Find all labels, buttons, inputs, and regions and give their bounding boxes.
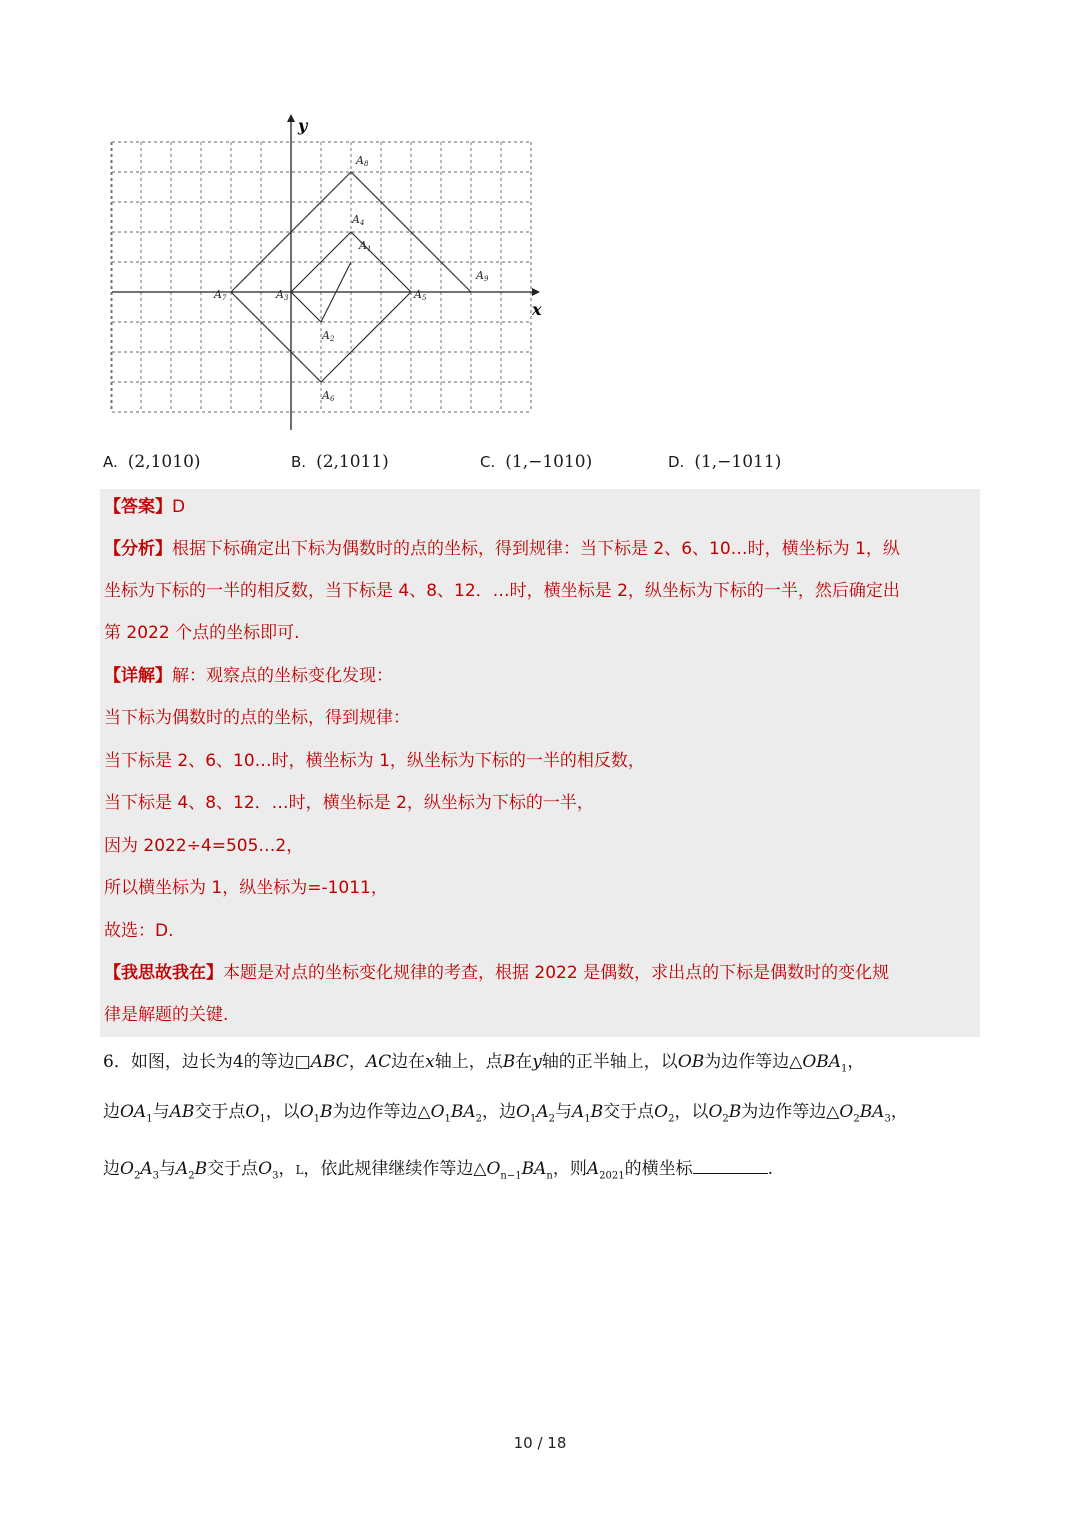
q6-sub: 2 bbox=[133, 1170, 141, 1182]
analysis-text: 根据下标确定出下标为偶数时的点的坐标，得到规律：当下标是 2、6、10…时，横坐标为 1，纵 bbox=[172, 539, 900, 559]
q6-text: 与 bbox=[158, 1159, 176, 1179]
q6-text: 的横坐标 bbox=[624, 1159, 693, 1179]
q6-text: ， bbox=[348, 1052, 366, 1072]
answer-blank bbox=[693, 1157, 768, 1174]
q6-text: 交于点 bbox=[194, 1102, 246, 1122]
q6-text: 为边作等边 bbox=[704, 1052, 790, 1072]
q6-text: 交于点 bbox=[603, 1102, 655, 1122]
choice-a-letter: A. bbox=[103, 453, 118, 471]
q6-math: B bbox=[320, 1102, 333, 1122]
detail-line: 所以横坐标为 1，纵坐标为=-1011， bbox=[104, 878, 388, 898]
q6-math: x bbox=[425, 1052, 435, 1072]
analysis-tag: 【分析】 bbox=[104, 539, 172, 559]
q6-math: O bbox=[516, 1102, 530, 1122]
q6-text: ， bbox=[890, 1102, 908, 1122]
choice-c-letter: C. bbox=[480, 453, 496, 471]
reflection-tag: 【我思故我在】 bbox=[104, 963, 223, 983]
analysis-line: 第 2022 个点的坐标即可. bbox=[104, 623, 300, 643]
point-label-a6: A6 bbox=[322, 389, 335, 403]
q6-glyph: □ bbox=[294, 1052, 311, 1072]
q6-text: 与 bbox=[555, 1102, 573, 1122]
q6-math: A bbox=[175, 1159, 189, 1179]
question-6-line-3 bbox=[103, 1154, 773, 1181]
point-label-a7: A7 bbox=[214, 288, 227, 302]
q6-math: A bbox=[536, 1102, 549, 1122]
q6-text: 交于点 bbox=[207, 1159, 259, 1179]
q6-math: B bbox=[194, 1159, 208, 1179]
q6-text: 轴上，点 bbox=[434, 1052, 503, 1072]
q6-sub: 2 bbox=[188, 1170, 195, 1182]
detail-line: 故选：D. bbox=[104, 921, 174, 941]
q6-math: AB bbox=[169, 1102, 195, 1122]
q6-text: ， bbox=[847, 1052, 865, 1072]
q6-sub: 3 bbox=[884, 1113, 891, 1125]
q6-math: O bbox=[430, 1102, 445, 1122]
q6-math: BA bbox=[450, 1102, 476, 1122]
q6-text: . bbox=[767, 1159, 773, 1179]
choice-a bbox=[103, 452, 201, 472]
point-label-a8: A8 bbox=[356, 154, 369, 168]
choice-b-value: (2,1011) bbox=[316, 452, 389, 472]
point-label-a3: A3 bbox=[276, 288, 289, 302]
detail-line: 当下标是 2、6、10…时，横坐标为 1，纵坐标为下标的一半的相反数， bbox=[104, 751, 645, 771]
analysis-line: 坐标为下标的一半的相反数，当下标是 4、8、12．…时，横坐标是 2，纵坐标为下标的一半，然后确定出 bbox=[104, 581, 900, 601]
q6-math: O bbox=[245, 1102, 260, 1122]
q6-text: 在 bbox=[515, 1052, 533, 1072]
q6-sub: 1 bbox=[313, 1113, 320, 1125]
q6-math: O bbox=[654, 1102, 669, 1122]
q6-math: B bbox=[728, 1102, 742, 1122]
q6-sub: 1 bbox=[841, 1063, 848, 1075]
question-number: 6． bbox=[103, 1052, 131, 1072]
y-axis-label: y bbox=[298, 116, 308, 135]
triangle-symbol: △ bbox=[789, 1052, 803, 1072]
q6-math: y bbox=[532, 1052, 542, 1072]
coordinate-figure bbox=[100, 110, 550, 440]
q6-sub: 1 bbox=[529, 1113, 537, 1125]
q6-math: O bbox=[839, 1102, 854, 1122]
detail-line: 当下标为偶数时的点的坐标，得到规律： bbox=[104, 708, 410, 728]
q6-text: ， bbox=[278, 1159, 296, 1179]
detail-tag: 【详解】 bbox=[104, 666, 172, 686]
question-6-line-1 bbox=[103, 1047, 864, 1074]
q6-text: 轴的正半轴上，以 bbox=[541, 1052, 678, 1072]
q6-sub: 2 bbox=[548, 1113, 556, 1125]
q6-text: ，则 bbox=[552, 1159, 587, 1179]
q6-sub: 1 bbox=[444, 1113, 451, 1125]
q6-math: A bbox=[586, 1159, 600, 1179]
reflection-text: 本题是对点的坐标变化规律的考查，根据 2022 是偶数，求出点的下标是偶数时的变化规 bbox=[223, 963, 890, 983]
choice-b bbox=[291, 452, 389, 472]
q6-text: ，边 bbox=[482, 1102, 517, 1122]
q6-math: O bbox=[120, 1159, 134, 1179]
q6-text: 边 bbox=[103, 1102, 120, 1122]
answer-value: D bbox=[172, 497, 186, 517]
q6-math: OBA bbox=[802, 1052, 842, 1072]
reflection-line bbox=[104, 961, 889, 985]
q6-sub: 1 bbox=[146, 1113, 153, 1125]
q6-math: O bbox=[299, 1102, 314, 1122]
analysis-line bbox=[104, 537, 900, 561]
solution-box bbox=[100, 489, 980, 1037]
q6-math: BA bbox=[521, 1159, 547, 1179]
q6-math: AC bbox=[365, 1052, 392, 1072]
q6-sub: 1 bbox=[584, 1113, 591, 1125]
q6-sub: 2 bbox=[475, 1113, 483, 1125]
q6-text: ，依此规律继续作等边 bbox=[303, 1159, 474, 1179]
q6-math: O bbox=[708, 1102, 723, 1122]
q6-math: O bbox=[258, 1159, 273, 1179]
q6-math: B bbox=[590, 1102, 604, 1122]
choice-a-value: (2,1010) bbox=[127, 452, 201, 472]
q6-text: 为边作等边 bbox=[741, 1102, 827, 1122]
choice-b-letter: B. bbox=[291, 453, 307, 471]
triangle-symbol: △ bbox=[473, 1159, 487, 1179]
point-label-a4: A4 bbox=[352, 213, 365, 227]
q6-sub: 3 bbox=[152, 1170, 159, 1182]
answer-line bbox=[104, 495, 185, 519]
choice-c bbox=[480, 452, 592, 472]
reflection-line: 律是解题的关键. bbox=[104, 1005, 229, 1025]
detail-line: 当下标是 4、8、12．…时，横坐标是 2，纵坐标为下标的一半， bbox=[104, 793, 594, 813]
q6-math: BA bbox=[859, 1102, 885, 1122]
triangle-symbol: △ bbox=[417, 1102, 431, 1122]
q6-text: 如图，边长为4的等边 bbox=[130, 1052, 295, 1072]
q6-sub: 2 bbox=[668, 1113, 675, 1125]
q6-text: 边 bbox=[103, 1159, 120, 1179]
page-number: 10 / 18 bbox=[513, 1434, 567, 1452]
q6-math: A bbox=[572, 1102, 585, 1122]
x-axis-label: x bbox=[532, 300, 542, 319]
q6-math: A bbox=[140, 1159, 153, 1179]
triangle-symbol: △ bbox=[826, 1102, 840, 1122]
detail-text: 解：观察点的坐标变化发现： bbox=[172, 666, 393, 686]
q6-math: OA bbox=[120, 1102, 147, 1122]
choice-c-value: (1,−1010) bbox=[505, 452, 593, 472]
q6-math: ABC bbox=[310, 1052, 349, 1072]
question-6-line-2 bbox=[103, 1097, 908, 1124]
q6-text: ，以 bbox=[265, 1102, 300, 1122]
q6-text: ，以 bbox=[674, 1102, 709, 1122]
q6-math: O bbox=[486, 1159, 501, 1179]
point-label-a9: A9 bbox=[476, 269, 489, 283]
q6-sub: 2021 bbox=[599, 1170, 625, 1182]
q6-text: 与 bbox=[152, 1102, 170, 1122]
answer-tag: 【答案】 bbox=[104, 497, 172, 517]
q6-sub: 2 bbox=[722, 1113, 729, 1125]
q6-math: B bbox=[502, 1052, 516, 1072]
q6-text: 边在 bbox=[391, 1052, 426, 1072]
choice-d bbox=[668, 452, 781, 472]
q6-sub: 3 bbox=[272, 1170, 279, 1182]
point-label-a2: A2 bbox=[322, 329, 335, 343]
choice-d-value: (1,−1011) bbox=[694, 452, 782, 472]
y-axis-arrow bbox=[287, 114, 295, 122]
detail-line: 因为 2022÷4=505…2， bbox=[104, 836, 304, 856]
q6-math: OB bbox=[677, 1052, 705, 1072]
answer-choices bbox=[103, 452, 1003, 478]
x-axis-arrow bbox=[532, 288, 540, 296]
q6-text: 为边作等边 bbox=[332, 1102, 418, 1122]
ellipsis-glyph: L bbox=[295, 1163, 304, 1177]
q6-sub: 2 bbox=[853, 1113, 860, 1125]
detail-line bbox=[104, 664, 393, 688]
point-label-a1: A1 bbox=[359, 239, 372, 253]
q6-sub: n bbox=[546, 1170, 553, 1182]
q6-sub: 1 bbox=[259, 1113, 266, 1125]
choice-d-letter: D. bbox=[668, 453, 685, 471]
q6-sub: n−1 bbox=[500, 1170, 522, 1182]
point-label-a5: A5 bbox=[414, 288, 427, 302]
